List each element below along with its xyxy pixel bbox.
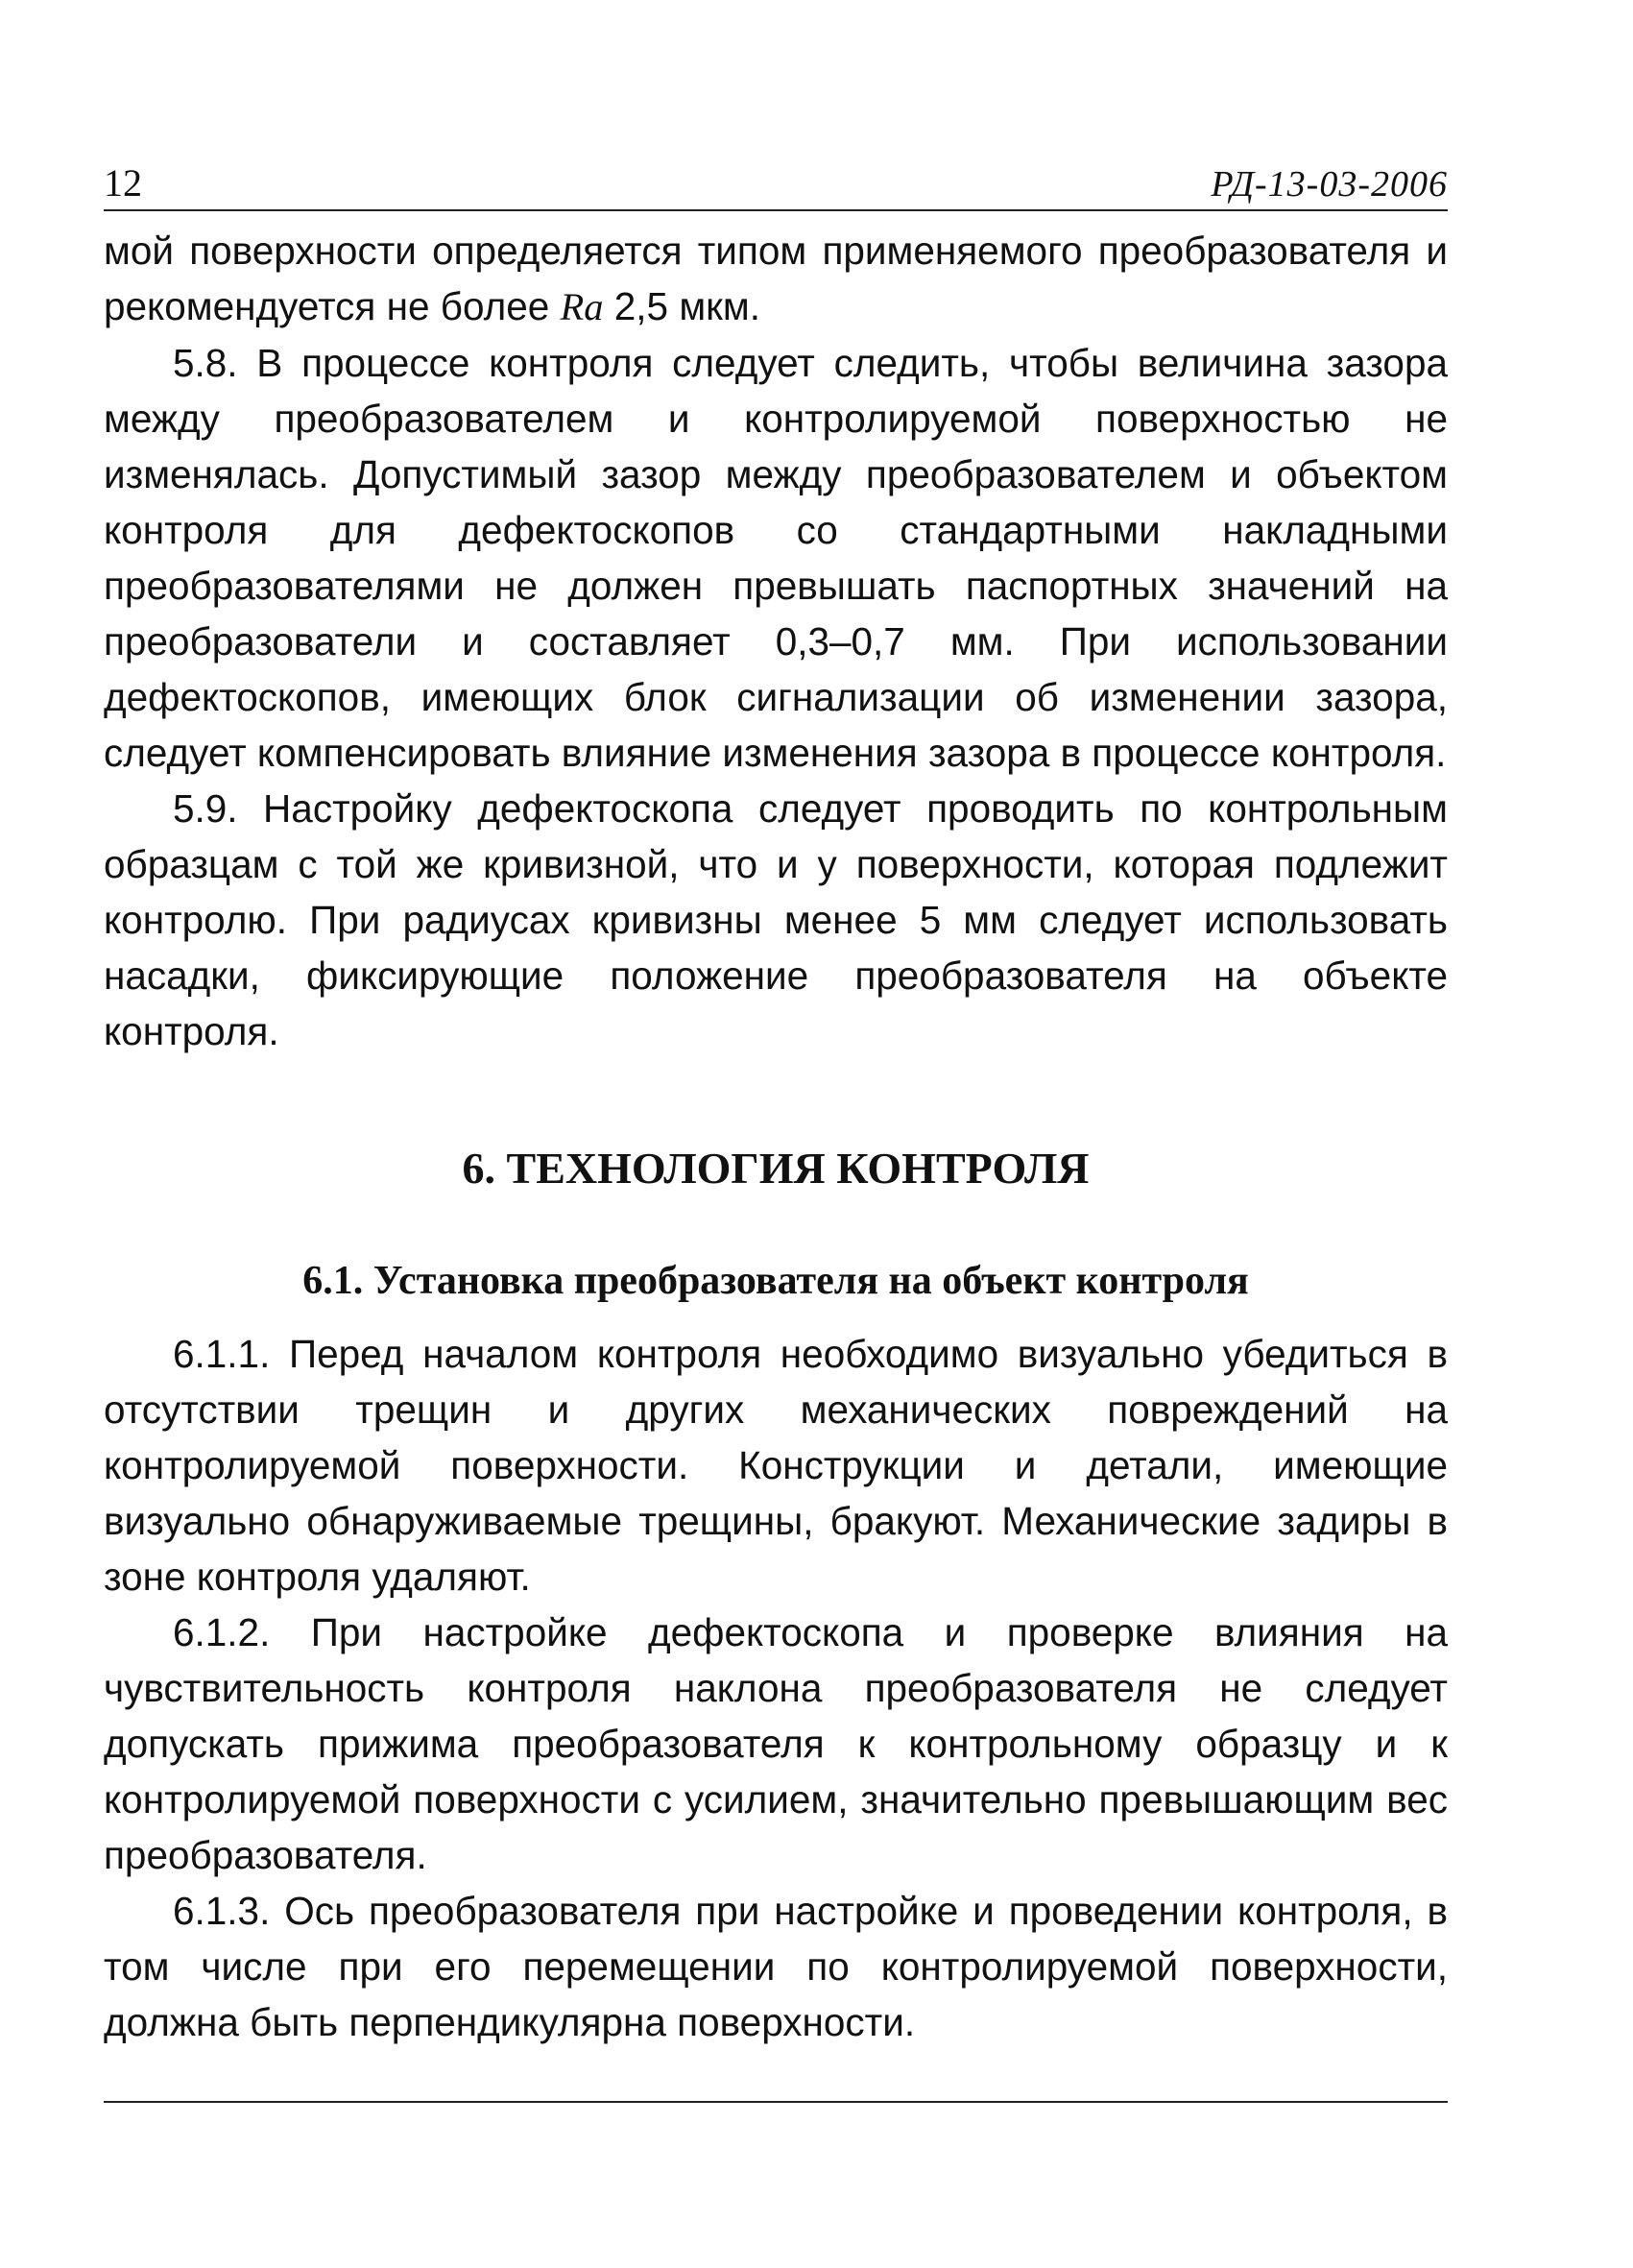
paragraph-continuation-text: мой поверхности определяется типом применяемого преобразователя и рекомендуется не более bbox=[104, 229, 1448, 328]
paragraph-continuation-tail: 2,5 мкм. bbox=[603, 284, 760, 328]
section-heading-6: 6. ТЕХНОЛОГИЯ КОНТРОЛЯ bbox=[462, 1144, 1090, 1193]
document-code: РД-13-03-2006 bbox=[1211, 164, 1448, 205]
subsection-heading-6-1: 6.1. Установка преобразователя на объект контроля bbox=[302, 1259, 1249, 1303]
paragraph-6-1-3: 6.1.3. Ось преобразователя при настройке и проведении контроля, в том числе при его перемещении по контролируемой поверхности, должна быть перпендикулярна поверхности. bbox=[104, 1889, 1448, 2044]
page-header bbox=[104, 154, 1448, 211]
page-number: 12 bbox=[104, 161, 142, 205]
roughness-symbol: Ra bbox=[560, 285, 604, 328]
page-body bbox=[104, 223, 1448, 2050]
paragraph-5-9: 5.9. Настройку дефектоскопа следует проводить по контрольным образцам с той же кривизной, что и у поверхности, которая подлежит контролю. При радиусах кривизны менее 5 мм следует использовать насадки, фиксирующие положение преобразователя на объекте контроля. bbox=[104, 786, 1448, 1053]
footer-divider bbox=[104, 2101, 1448, 2103]
paragraph-5-8: 5.8. В процессе контроля следует следить, чтобы величина зазора между преобразователем и контролируемой поверхностью не изменялась. Допустимый зазор между преобразователем и объектом контроля для дефектоскопов со стандартными накладными преобразователями не должен превышать паспортных значений на преобразователи и составляет 0,3–0,7 мм. При использовании дефектоскопов, имеющих блок сигнализации об изменении зазора, следует компенсировать влияние изменения зазора в процессе контроля. bbox=[104, 341, 1448, 775]
paragraph-continuation bbox=[104, 223, 1448, 335]
paragraph-6-1-1: 6.1.1. Перед началом контроля необходимо визуально убедиться в отсутствии трещин и других механических повреждений на контролируемой поверхности. Конструкции и детали, имеющие визуально обнаруживаемые трещины, бракуют. Механические задиры в зоне контроля удаляют. bbox=[104, 1332, 1448, 1599]
paragraph-6-1-2: 6.1.2. При настройке дефектоскопа и проверке влияния на чувствительность контроля наклона преобразователя не следует допускать прижима преобразователя к контрольному образцу и к контролируемой поверхности с усилием, значительно превышающим вес преобразователя. bbox=[104, 1610, 1448, 1877]
